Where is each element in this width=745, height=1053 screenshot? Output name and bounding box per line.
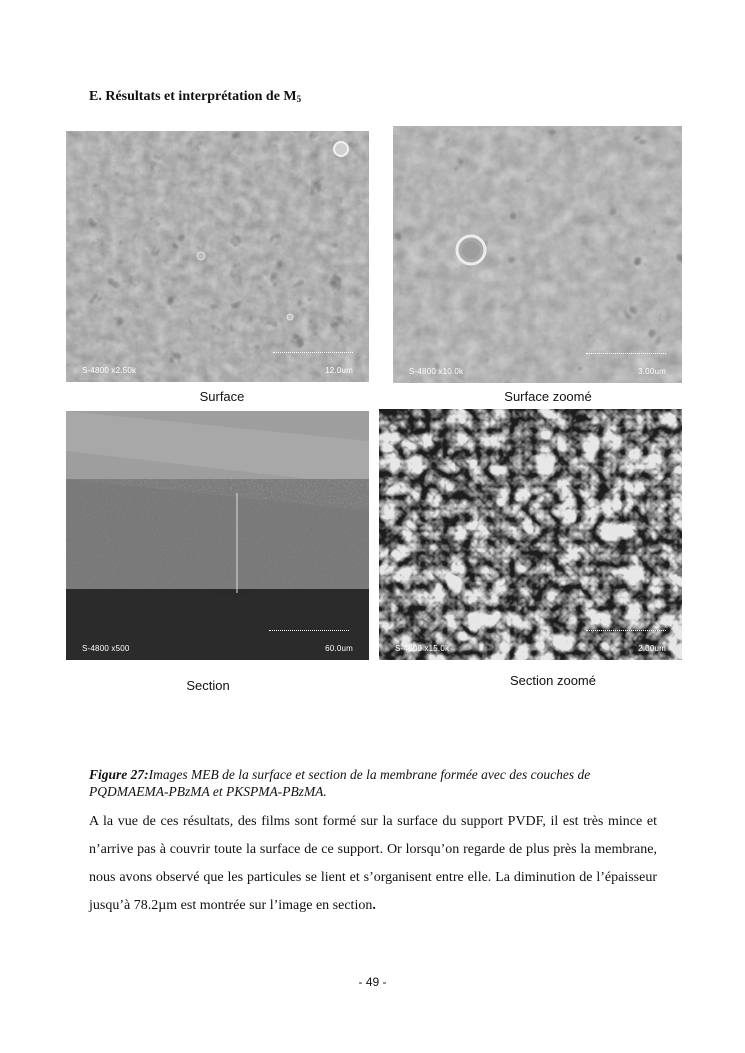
scale-bar <box>586 630 666 634</box>
sem-image-section-zoomed <box>379 409 682 660</box>
sem-magnification: S-4800 x2.50k <box>82 366 137 375</box>
sem-scale-value: 2.00um <box>638 644 666 653</box>
body-paragraph-end: . <box>372 898 376 913</box>
sem-section-texture <box>66 411 369 660</box>
sem-scale-value: 12.0um <box>325 366 353 375</box>
figure-caption-label: Figure 27: <box>89 767 149 782</box>
figure-caption-text: Images MEB de la surface et section de la membrane formée avec des couches de PQDMAEMA-PBzMA et PKSPMA-PBzMA. <box>89 767 591 799</box>
scale-bar <box>269 630 349 634</box>
image-label-surface-zoomed: Surface zoomé <box>504 389 592 404</box>
sem-scale-value: 60.0um <box>325 644 353 653</box>
sem-image-surface <box>66 131 369 382</box>
scale-bar <box>273 352 353 356</box>
body-paragraph-text: A la vue de ces résultats, des films sont formé sur la surface du support PVDF, il est très mince et n’arrive pas à couvrir toute la surface de ce support. Or lorsqu’on regarde de plus près la membrane, nous avons observé que les particules se lient et s’organisent entre elle. La diminution de l’épaisseur jusqu’à 78.2µm est montrée sur l’image en section <box>89 814 657 913</box>
figure-caption <box>89 766 659 800</box>
sem-magnification: S-4800 x500 <box>82 644 130 653</box>
sem-scale-value: 3.00um <box>638 367 666 376</box>
sem-image-surface-zoomed <box>393 126 682 383</box>
scale-bar <box>586 353 666 357</box>
image-label-surface: Surface <box>199 389 245 404</box>
body-paragraph <box>89 808 657 920</box>
sem-magnification: S-4800 x10.0k <box>409 367 464 376</box>
image-label-section-zoomed: Section zoomé <box>510 673 596 688</box>
sem-surface-zoomed-texture <box>393 126 682 383</box>
section-heading-text: E. Résultats et interprétation de M <box>89 89 297 104</box>
sem-image-section <box>66 411 369 660</box>
sem-section-zoomed-texture <box>379 409 682 660</box>
section-heading <box>89 89 301 105</box>
page-number: - 49 - <box>358 975 387 989</box>
sem-magnification: S-4800 x15.0k <box>395 644 450 653</box>
section-heading-subscript: 5 <box>296 94 302 104</box>
sem-surface-texture <box>66 131 369 382</box>
image-label-section: Section <box>186 678 230 693</box>
